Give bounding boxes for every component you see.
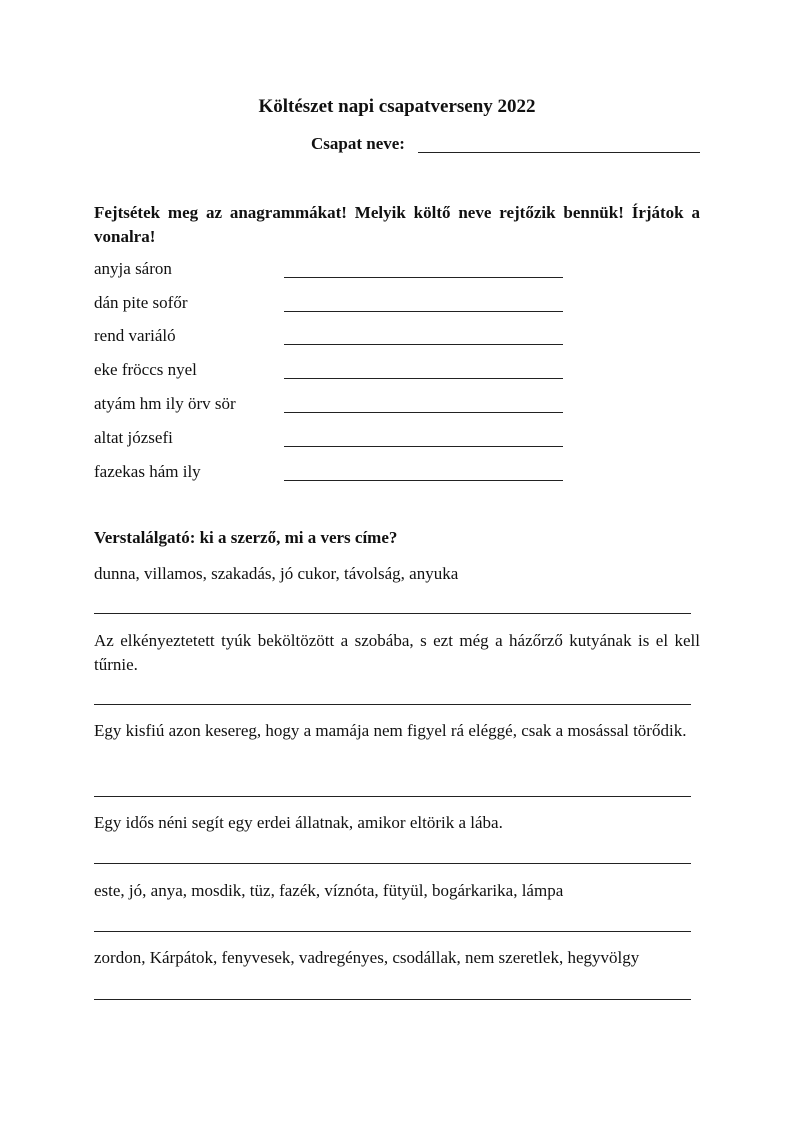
verse-answer-line[interactable] (94, 863, 691, 864)
verse-section-heading: Verstalálgató: ki a szerző, mi a vers címe? (94, 528, 398, 547)
verse-clue: este, jó, anya, mosdik, tüz, fazék, víznóta, fütyül, bogárkarika, lámpa (94, 881, 564, 900)
verse-clue: Az elkényeztetett tyúk beköltözött a szobába, s ezt még a házőrző kutyának is el kell tűrnie. (94, 631, 700, 674)
anagram-answer-line[interactable] (284, 480, 563, 481)
team-name-field[interactable] (418, 152, 700, 153)
anagram-item: rend variáló (94, 326, 176, 345)
team-name-label: Csapat neve: (311, 134, 405, 153)
anagram-item: dán pite sofőr (94, 293, 188, 312)
anagram-answer-line[interactable] (284, 277, 563, 278)
anagram-instruction: Fejtsétek meg az anagrammákat! Melyik költő neve rejtőzik bennük! Írjátok a vonalra! (94, 203, 700, 246)
verse-clue: Egy kisfiú azon kesereg, hogy a mamája nem figyel rá eléggé, csak a mosással törődik. (94, 721, 687, 740)
anagram-item: eke fröccs nyel (94, 360, 197, 379)
verse-answer-line[interactable] (94, 931, 691, 932)
verse-clue: dunna, villamos, szakadás, jó cukor, távolság, anyuka (94, 564, 459, 583)
anagram-answer-line[interactable] (284, 446, 563, 447)
verse-clue: Egy idős néni segít egy erdei állatnak, amikor eltörik a lába. (94, 813, 503, 832)
verse-answer-line[interactable] (94, 796, 691, 797)
anagram-answer-line[interactable] (284, 412, 563, 413)
anagram-item: anyja sáron (94, 259, 172, 278)
verse-answer-line[interactable] (94, 613, 691, 614)
verse-clue: zordon, Kárpátok, fenyvesek, vadregényes, csodállak, nem szeretlek, hegyvölgy (94, 948, 640, 967)
anagram-answer-line[interactable] (284, 378, 563, 379)
anagram-answer-line[interactable] (284, 344, 563, 345)
verse-answer-line[interactable] (94, 704, 691, 705)
page-title: Költészet napi csapatverseny 2022 (258, 96, 536, 117)
anagram-item: atyám hm ily örv sör (94, 394, 236, 413)
anagram-answer-line[interactable] (284, 311, 563, 312)
anagram-item: altat józsefi (94, 428, 173, 447)
verse-answer-line[interactable] (94, 999, 691, 1000)
anagram-item: fazekas hám ily (94, 462, 201, 481)
